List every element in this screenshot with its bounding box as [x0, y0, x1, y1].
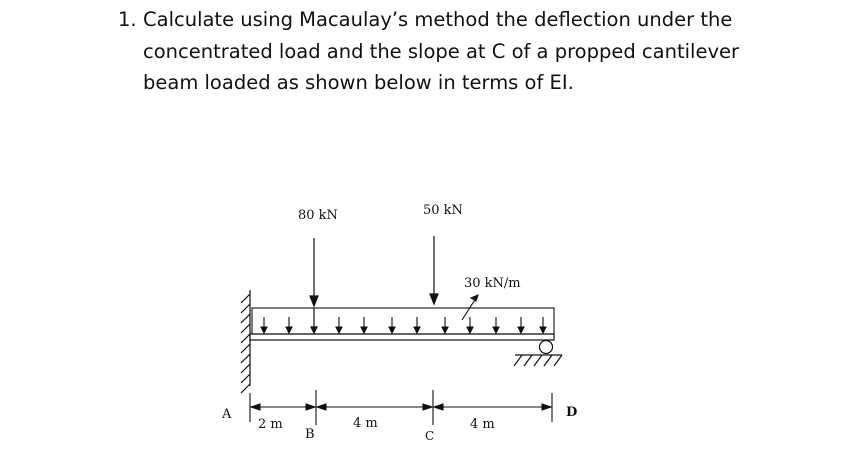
udl-load — [252, 308, 554, 334]
beam — [250, 334, 554, 340]
point-load-c-arrow — [430, 236, 438, 304]
point-a-label: A — [222, 407, 232, 422]
point-load-b-label: 80 kN — [298, 208, 338, 223]
span-cd-label: 4 m — [470, 417, 495, 432]
question-line-1: Calculate using Macaulay’s method the deflection under the — [143, 8, 733, 31]
roller-support — [514, 341, 562, 367]
point-load-b-arrow — [310, 238, 318, 333]
fixed-support — [241, 290, 250, 393]
point-b-label: B — [305, 427, 315, 442]
span-bc-label: 4 m — [353, 416, 378, 431]
udl-label: 30 kN/m — [464, 276, 521, 291]
dimension-line — [250, 390, 552, 425]
question-number: 1. — [118, 8, 137, 31]
span-ab-label: 2 m — [258, 417, 283, 432]
question-line-2: concentrated load and the slope at C of a propped cantilever — [143, 39, 739, 63]
point-c-label: C — [425, 429, 435, 443]
question-line-3: beam loaded as shown below in terms of EI. — [143, 71, 574, 94]
point-load-c-label: 50 kN — [423, 203, 463, 218]
point-d-label: D — [566, 405, 578, 420]
